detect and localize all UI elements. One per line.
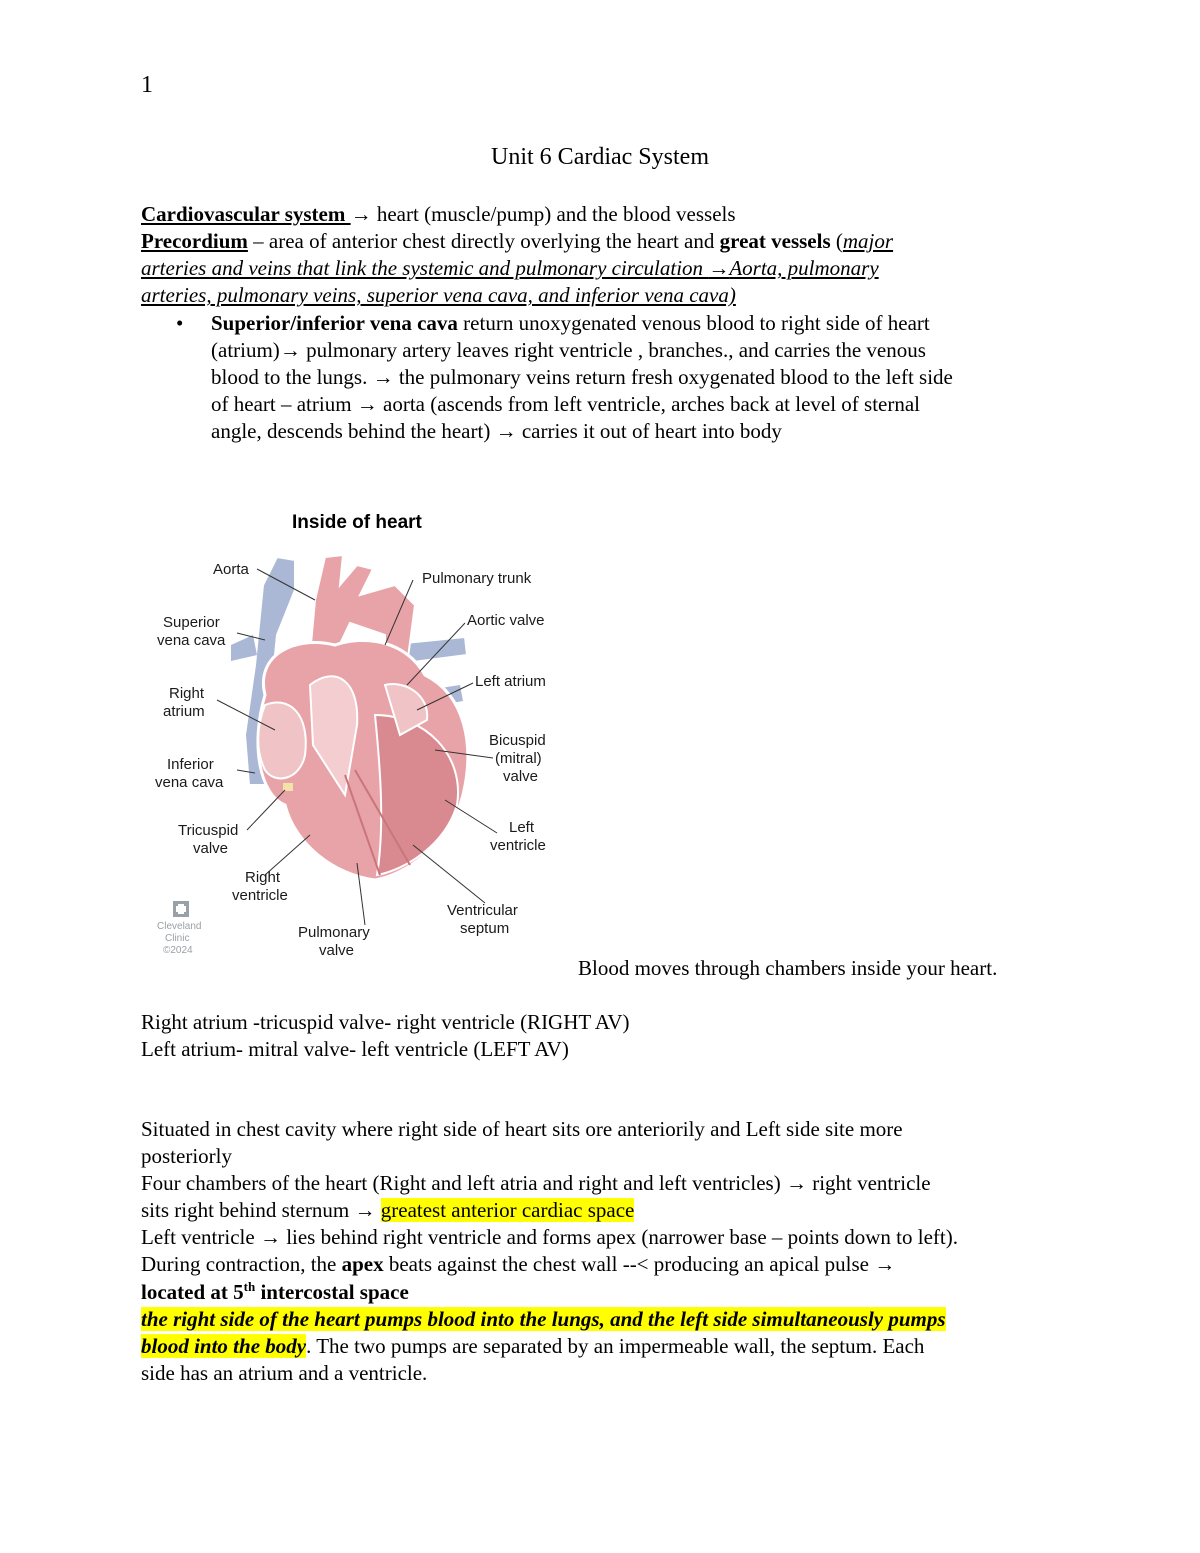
bullet-text-2b: pulmonary artery leaves right ventricle , branches., and carries the venous: [300, 338, 926, 362]
apex-term: apex: [341, 1252, 384, 1276]
chambers-line-2: Left atrium- mitral valve- left ventricle (LEFT AV): [141, 1037, 569, 1061]
label-bicuspid-2: (mitral): [495, 750, 542, 767]
label-aortic-valve: Aortic valve: [467, 612, 545, 629]
body-text-3b: right ventricle: [806, 1171, 931, 1195]
body-line-4: [141, 1197, 634, 1224]
body-line-2: posteriorly: [141, 1144, 232, 1168]
label-bicuspid-3: valve: [503, 768, 539, 785]
arrow-icon: →: [356, 392, 378, 416]
label-pulmonary-valve-2: valve: [319, 942, 355, 959]
label-left-ventricle-1: Left: [509, 819, 535, 836]
body-line-7: [141, 1279, 409, 1306]
body-line-8: [141, 1306, 946, 1333]
page-title: Unit 6 Cardiac System: [491, 144, 709, 170]
body-text-5b: lies behind right ventricle and forms apex (narrower base – points down to left).: [280, 1225, 958, 1249]
label-left-ventricle-2: ventricle: [490, 837, 546, 854]
highlight-pumps-2: blood into the body: [141, 1334, 307, 1358]
precordium-italic-2: arteries and veins that link the systemic and pulmonary circulation: [141, 256, 709, 280]
bullet-text-4b: aorta (ascends from left ventricle, arches back at level of sternal: [377, 392, 921, 416]
highlight-pumps-1: the right side of the heart pumps blood into the lungs, and the left side simultaneously pumps: [141, 1307, 946, 1331]
body-text-6c: beats against the chest wall --< producing an apical pulse: [383, 1252, 875, 1276]
body-line-3: [141, 1170, 931, 1197]
arrow-icon: →: [708, 256, 730, 280]
bullet-text-3a: blood to the lungs.: [211, 365, 373, 389]
heart-diagram: [145, 545, 575, 965]
cardio-def: heart (muscle/pump) and the blood vessels: [371, 202, 736, 226]
label-bicuspid-1: Bicuspid: [489, 732, 546, 749]
label-right-ventricle-2: ventricle: [232, 887, 288, 904]
cardio-term: Cardiovascular system: [141, 202, 351, 226]
body-text-4a: sits right behind sternum: [141, 1198, 355, 1222]
precordium-line-2: [141, 255, 879, 282]
great-vessels-term: great vessels: [719, 229, 831, 253]
bullet-line-2: [211, 337, 926, 364]
tricuspid-valve-shape: [283, 783, 293, 791]
credit-line-1: Cleveland: [157, 921, 202, 932]
body-line-9: [141, 1333, 924, 1360]
ordinal-suffix: th: [243, 1279, 256, 1294]
right-atrium-shape: [258, 702, 306, 778]
body-text-5a: Left ventricle: [141, 1225, 260, 1249]
body-text-7a: located at 5: [141, 1280, 244, 1304]
label-inferior-vc-1: Inferior: [167, 756, 214, 773]
cleveland-clinic-logo: [157, 901, 201, 956]
bullet-line-5: [211, 418, 782, 445]
chambers-line-1: Right atrium -tricuspid valve- right ventricle (RIGHT AV): [141, 1010, 630, 1034]
arrow-icon: →: [350, 202, 372, 226]
bullet-text-2a: (atrium): [211, 338, 280, 362]
label-right-ventricle-1: Right: [245, 869, 281, 886]
bullet-text-1: return unoxygenated venous blood to right side of heart: [457, 311, 930, 335]
credit-line-2: Clinic: [165, 933, 190, 944]
body-line-6: [141, 1251, 895, 1278]
bullet-line-3: [211, 364, 953, 391]
bullet-dot: •: [176, 311, 184, 335]
arrow-icon: →: [279, 338, 301, 362]
figure-title: Inside of heart: [292, 512, 422, 533]
arrow-icon: →: [785, 1171, 807, 1195]
label-pulmonary-trunk: Pulmonary trunk: [422, 570, 532, 587]
bullet-text-5b: carries it out of heart into body: [516, 419, 782, 443]
label-ventricular-septum-1: Ventricular: [447, 902, 518, 919]
label-left-atrium: Left atrium: [475, 673, 546, 690]
label-pulmonary-valve-1: Pulmonary: [298, 924, 370, 941]
body-text-3a: Four chambers of the heart (Right and left atria and right and left ventricles): [141, 1171, 786, 1195]
label-right-atrium-1: Right: [169, 685, 205, 702]
label-inferior-vc-2: vena cava: [155, 774, 224, 791]
bullet-line-4: [211, 391, 920, 418]
body-line-1: Situated in chest cavity where right side of heart sits ore anteriorily and Left side site more: [141, 1117, 903, 1141]
precordium-italic-1: major: [842, 229, 894, 253]
page-number: 1: [141, 72, 153, 98]
credit-line-3: ©2024: [163, 945, 193, 956]
arrow-icon: →: [259, 1225, 281, 1249]
bullet-line-1: [211, 310, 930, 337]
label-superior-vc-2: vena cava: [157, 632, 226, 649]
cardio-line: [141, 201, 736, 228]
highlight-anterior-space: greatest anterior cardiac space: [380, 1198, 635, 1222]
bullet-text-3b: the pulmonary veins return fresh oxygenated blood to the left side: [393, 365, 953, 389]
label-ventricular-septum-2: septum: [460, 920, 510, 937]
label-tricuspid-2: valve: [193, 840, 229, 857]
arrow-icon: →: [495, 419, 517, 443]
arrow-icon: →: [354, 1198, 376, 1222]
precordium-term: Precordium: [141, 229, 248, 253]
body-text-6a: During contraction, the: [141, 1252, 342, 1276]
vena-cava-term: Superior/inferior vena cava: [211, 311, 458, 335]
precordium-line-3: arteries, pulmonary veins, superior vena cava, and inferior vena cava): [141, 283, 736, 307]
body-line-10: side has an atrium and a ventricle.: [141, 1361, 428, 1385]
arrow-icon: →: [874, 1252, 896, 1276]
precordium-line-1: [141, 228, 893, 255]
bullet-text-5a: angle, descends behind the heart): [211, 419, 496, 443]
label-aorta: Aorta: [213, 561, 249, 578]
arrow-icon: →: [372, 365, 394, 389]
figure-caption: Blood moves through chambers inside your heart.: [578, 956, 998, 980]
bullet-text-4a: of heart – atrium: [211, 392, 357, 416]
body-line-5: [141, 1224, 958, 1251]
label-superior-vc-1: Superior: [163, 614, 220, 631]
vein-branch-shape: [231, 635, 257, 661]
body-text-9b: . The two pumps are separated by an impermeable wall, the septum. Each: [306, 1334, 925, 1358]
paren-open: (: [830, 229, 843, 253]
precordium-italic-2b: Aorta, pulmonary: [729, 256, 879, 280]
body-text-7b: intercostal space: [255, 1280, 409, 1304]
label-right-atrium-2: atrium: [163, 703, 205, 720]
precordium-def: – area of anterior chest directly overlying the heart and: [247, 229, 720, 253]
label-tricuspid-1: Tricuspid: [178, 822, 239, 839]
